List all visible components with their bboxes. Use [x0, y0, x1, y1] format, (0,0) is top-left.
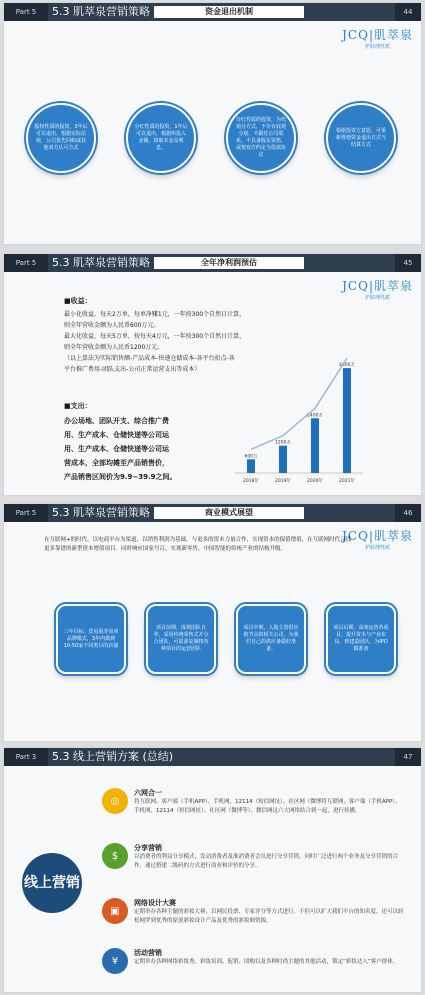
income-line: 最大化收益，每天5万单，按每天4万元，一年按300个自然日计算， — [64, 333, 246, 340]
network-icon: ◎ — [102, 788, 128, 814]
strategy-box: 项目中期，入股主资供应链节点的相关公司，为我们自己的供应备做好准备。 — [236, 604, 306, 674]
intro-paragraph: 在互联网+的时代，以电商平台为渠道，以销售利润为基础，与更多的资本力量合作，实现资本的保值增值，在互联网时代寻找更多靠谱的新型资本增值项目。同时响应国家号召，实现新零售，中国智能的传统产业的结构升级。 — [44, 537, 352, 552]
slide-header — [4, 504, 421, 522]
page-number: 47 — [395, 748, 421, 766]
expense-line: 营成本，全部均摊至产品销售价， — [64, 459, 169, 467]
slide-45 — [3, 253, 422, 496]
x-tick-label: 2019年 — [275, 479, 291, 484]
profit-chart — [229, 349, 369, 489]
slide-subtitle: 资金退出机制 — [154, 6, 304, 18]
strategy-box: 三年目标：贸易肌萃泉单品牌模式，3年内做到10-50家不同类目的店铺 — [56, 604, 126, 674]
expense-line: 用、生产成本、仓储快递等公司运 — [64, 431, 169, 439]
data-label: 2400万 — [307, 413, 323, 419]
slide-header — [4, 254, 421, 272]
chart-bar — [279, 446, 287, 473]
part-label: Part 5 — [4, 504, 48, 522]
exit-option-circle: 根据投资方意愿，可重新规划资金退出方式与结算方式 — [326, 103, 396, 173]
item-heading: 活动营销 — [134, 949, 162, 957]
x-tick-label: 2018年 — [243, 479, 259, 484]
chart-bar — [311, 418, 319, 473]
marketing-item — [102, 788, 412, 843]
slide-title: 5.3 线上营销方案 (总结) — [52, 750, 174, 763]
slide-47 — [3, 747, 422, 993]
part-label: Part 3 — [4, 748, 48, 766]
strategy-box: 项目后期，高效运营各项目，提升资本与产业布局，到建造团队，为IPO做准备 — [326, 604, 396, 674]
slide-46 — [3, 503, 422, 742]
slide-subtitle: 全年净利润预估 — [154, 257, 304, 269]
expense-text — [64, 414, 224, 484]
logo-tagline: 护肤理性派 — [365, 295, 391, 301]
item-body: 定期举办各种主题的彩妆大赛，以网民投票、专家评分等方式进行。不但可以扩大我们平台的知名度，还可以轻松网罗到优秀的原创彩妆设计产品及优秀的彩妆师资源。 — [134, 909, 404, 924]
income-heading: ■收益： — [64, 297, 92, 305]
data-label: 4600万 — [339, 363, 355, 369]
slide-title: 5.3 肌萃泉营销策略 — [52, 5, 150, 18]
logo-name: JCQ|肌萃泉 — [342, 529, 413, 543]
logo-tagline: 护肤理性派 — [365, 44, 391, 50]
share-icon: $ — [102, 843, 128, 869]
center-label: 线上营销 — [22, 853, 82, 913]
income-line: 则全年营收金额为人民币1200万元。 — [64, 344, 164, 351]
exit-option-circle: 分红性质的投资，1年后可以退出，根据所投入金额，按取本金及利息。 — [126, 103, 196, 173]
strategy-box: 项目前期，成熟团队自养，采用传统零售式并分合团队，可遥源复制将各种项目的运营团队 — [146, 604, 216, 674]
trend-line — [251, 358, 347, 449]
money-icon: ¥ — [102, 948, 128, 974]
page-number: 44 — [395, 3, 421, 21]
slide-title: 5.3 肌萃泉营销策略 — [52, 506, 150, 519]
x-tick-label: 2021年 — [339, 479, 355, 484]
part-label: Part 5 — [4, 3, 48, 21]
slide-44 — [3, 2, 422, 245]
marketing-item — [102, 843, 412, 898]
data-label: 1200万 — [275, 440, 291, 446]
item-body: 将互联网、客户端（手机APP）、手机网、12114（短信网址）、社区网（微博将互联网、客户端（手机APP）、手机网、12114（短信网址）、社区网（微博等）、微信网这六大网络结合到一起，进行传播。 — [134, 799, 401, 814]
logo-tagline: 护肤理性派 — [365, 545, 391, 551]
expense-heading: ■支出： — [64, 402, 92, 410]
chart-bar — [343, 368, 351, 473]
marketing-item — [102, 948, 412, 992]
slide-title: 5.3 肌萃泉营销策略 — [52, 256, 150, 269]
income-line: （以上算法为实际销售额-产品成本-快递仓储成本-各平台扣点-各 — [64, 355, 235, 362]
page-number: 45 — [395, 254, 421, 272]
brand-logo — [342, 277, 413, 301]
slide-subtitle: 商业模式展望 — [154, 507, 304, 519]
part-label: Part 5 — [4, 254, 48, 272]
contest-icon: ▣ — [102, 898, 128, 924]
slide-header — [4, 3, 421, 21]
chart-bar — [247, 459, 255, 473]
exit-option-circle: 分红性质的投资，为代销分方式，不专有底现分别，不跟任公司联系，不具备股东资格，或按双方约定为借款协议 — [226, 103, 296, 173]
item-heading: 六网合一 — [134, 789, 162, 797]
brand-logo — [342, 26, 413, 50]
x-tick-label: 2020年 — [307, 479, 323, 484]
exit-option-circle: 股权性质的投资，3年后可以退出，根据实际估值，公司优先回购或其他双方认可方式 — [26, 103, 96, 173]
item-body: 定期举办各种网络彩妆秀、彩妆培训、促销、团购以及各种时尚主题的其他活动，锁定“彩妆达人”客户群体。 — [134, 959, 399, 965]
marketing-item — [102, 898, 412, 948]
expense-line: 办公场地、团队开支、综合推广费 — [64, 417, 169, 425]
data-label: 600万 — [244, 454, 258, 460]
item-heading: 网络设计大赛 — [134, 899, 176, 907]
item-heading: 分享营销 — [134, 844, 162, 852]
expense-line: 产品销售区间价为9.9~39.9之间。 — [64, 473, 177, 481]
logo-name: JCQ|肌萃泉 — [342, 28, 413, 42]
logo-name: JCQ|肌萃泉 — [342, 279, 413, 293]
expense-line: 用、生产成本、仓储快递等公司运 — [64, 445, 169, 453]
item-body: 以消费者的利益分享模式，发动消费者及准消费者会员进行分享营销。同时广泛进行两个业务及分享营销的合作，通过搭建二级码的方式进行商业和评价的分享。 — [134, 854, 399, 869]
income-line: 平台推广费用-团队支出-公司正常运营支出等成本） — [64, 366, 201, 373]
income-line: 则全年营收金额为人民币600万元。 — [64, 322, 160, 329]
slide-header — [4, 748, 421, 766]
page-number: 46 — [395, 504, 421, 522]
income-line: 最小化收益，每天2万单，每单净赚1元，一年按300个自然日计算， — [64, 311, 246, 318]
